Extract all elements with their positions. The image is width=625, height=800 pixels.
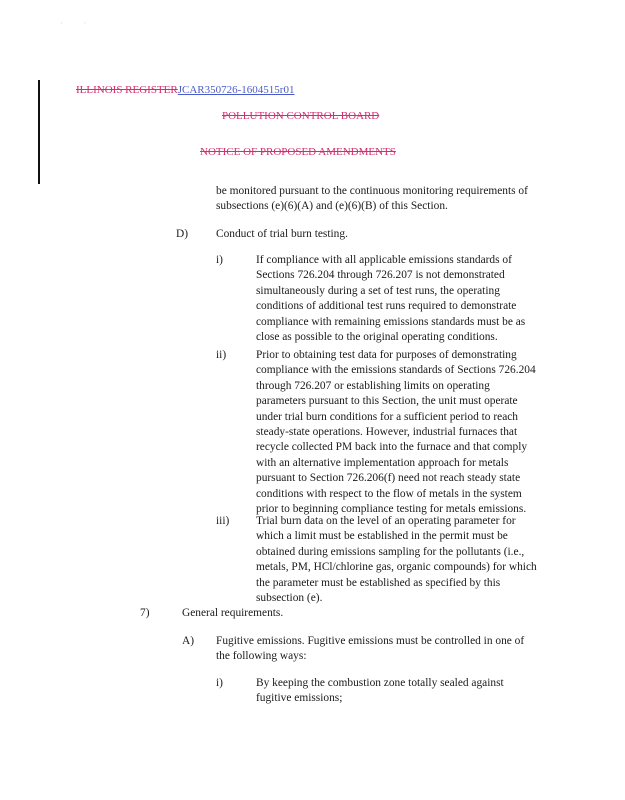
label-7-A: A) [182, 635, 195, 647]
notice-header: NOTICE OF PROPOSED AMENDMENTS [200, 146, 396, 158]
register-header [76, 84, 294, 97]
paragraph-7: General requirements. [182, 607, 284, 619]
register-title-struck: ILLINOIS REGISTER [76, 84, 178, 96]
register-id-inserted: JCAR350726-1604515r01 [177, 84, 295, 96]
label-D-ii: ii) [216, 349, 227, 361]
paragraph-D-iii: Trial burn data on the level of an operating parameter for which a limit must be established in the permit must be obtained during emissions sampling for the pollutants (i.e., metals, PM, HCl/chlorine gas, organic compounds) for which the parameter must be established as specified by this subsection (e). [256, 515, 537, 605]
page-corner-mark: · · [60, 18, 87, 28]
label-D: D) [176, 228, 189, 240]
continuation-paragraph: be monitored pursuant to the continuous monitoring requirements of subsections (e)(6)(A) and (e)(6)(B) of this Section. [216, 185, 528, 213]
paragraph-7-A: Fugitive emissions. Fugitive emissions must be controlled in one of the following ways: [216, 635, 525, 663]
paragraph-7-A-i: By keeping the combustion zone totally sealed against fugitive emissions; [256, 677, 504, 705]
paragraph-D-i: If compliance with all applicable emissions standards of Sections 726.204 through 726.207 is not demonstrated simultaneously during a set of test runs, the operating conditions of additional test runs required to demonstrate compliance with remaining emissions standards must be as close as possible to the original operating conditions. [256, 254, 526, 344]
board-header: POLLUTION CONTROL BOARD [222, 110, 380, 122]
revision-change-bar [38, 80, 40, 184]
label-D-iii: iii) [216, 515, 230, 527]
paragraph-D-ii: Prior to obtaining test data for purposes of demonstrating compliance with the emissions standards of Sections 726.204 through 726.207 or establishing limits on operating parameters pursuant to this Section, the unit must operate under trial burn conditions for a sufficient period to reach steady-state operations. However, industrial furnaces that recycle collected PM back into the furnace and that comply with an alternative implementation approach for metals pursuant to Section 726.206(f) need not reach steady state conditions with respect to the flow of metals in the system prior to beginning compliance testing for metals emissions. [256, 349, 536, 516]
label-D-i: i) [216, 254, 223, 266]
label-7-A-i: i) [216, 677, 223, 689]
paragraph-D: Conduct of trial burn testing. [216, 228, 348, 240]
label-7: 7) [140, 607, 150, 619]
